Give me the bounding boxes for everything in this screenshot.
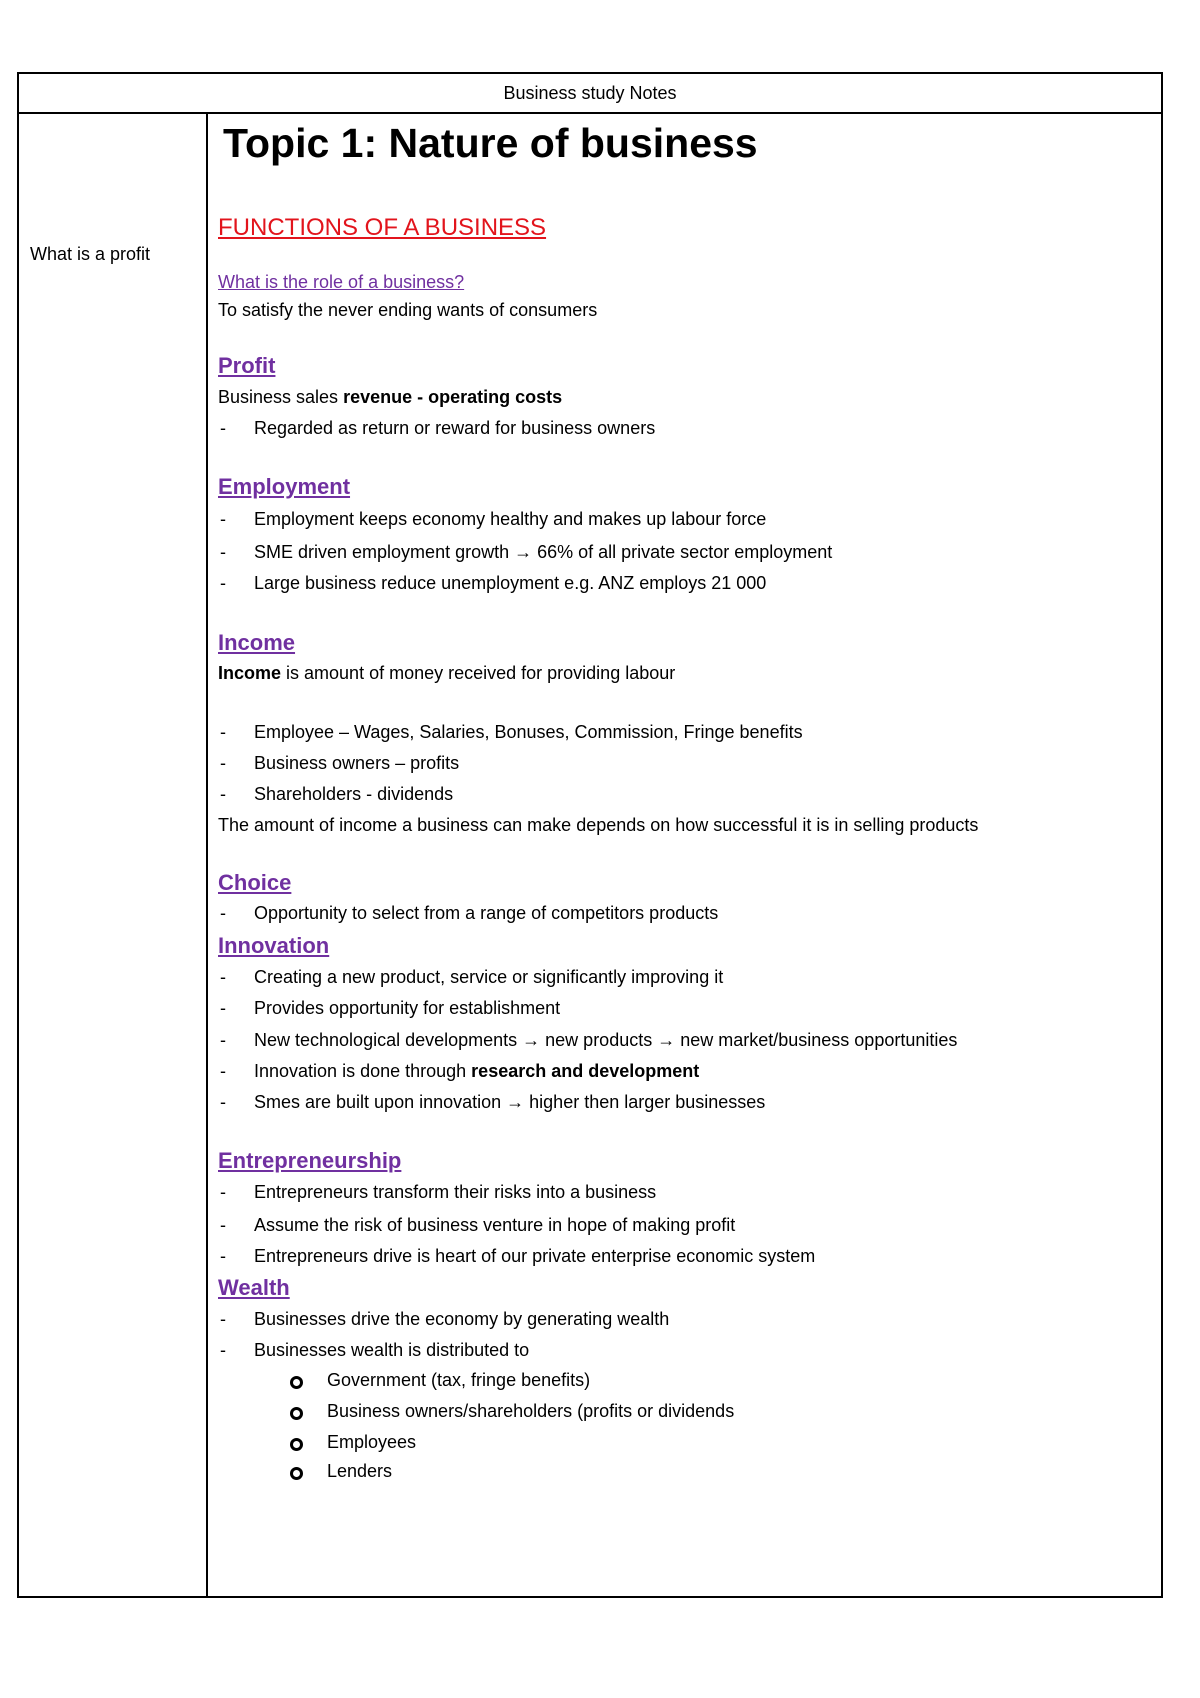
list-item: - Assume the risk of business venture in hope of making profit (218, 1215, 735, 1236)
circle-bullet-icon (290, 1407, 303, 1420)
list-item: - Business owners – profits (218, 753, 459, 774)
circle-bullet-icon (290, 1467, 303, 1480)
list-item: - New technological developments → new products → new market/business opportunities (218, 1030, 957, 1051)
page-header: Business study Notes (19, 74, 1161, 114)
section-heading-wealth: Wealth (218, 1275, 290, 1300)
list-item: - Smes are built upon innovation → higher then larger businesses (218, 1092, 765, 1113)
list-item: - Shareholders - dividends (218, 784, 453, 805)
list-item: - SME driven employment growth → 66% of all private sector employment (218, 542, 832, 563)
list-item: - Employee – Wages, Salaries, Bonuses, Commission, Fringe benefits (218, 722, 803, 743)
list-item: - Entrepreneurs transform their risks into a business (218, 1182, 656, 1203)
circle-bullet-icon (290, 1438, 303, 1451)
section-heading-profit: Profit (218, 353, 276, 378)
sub-list-item: Government (tax, fringe benefits) (218, 1370, 590, 1391)
role-answer: To satisfy the never ending wants of consumers (218, 300, 598, 320)
margin-note: What is a profit (30, 244, 151, 264)
sub-list-item: Business owners/shareholders (profits or dividends (218, 1401, 734, 1422)
profit-definition: Business sales revenue - operating costs (218, 387, 563, 407)
circle-bullet-icon (290, 1376, 303, 1389)
section-heading-innovation: Innovation (218, 933, 330, 958)
list-item: - Large business reduce unemployment e.g. ANZ employs 21 000 (218, 573, 766, 594)
section-heading-employment: Employment (218, 474, 351, 499)
income-definition: Income is amount of money received for providing labour (218, 663, 676, 683)
list-item: - Businesses wealth is distributed to (218, 1340, 529, 1361)
section-heading-entrepreneurship: Entrepreneurship (218, 1148, 402, 1173)
sub-list-item: Employees (218, 1432, 416, 1453)
list-item: - Employment keeps economy healthy and makes up labour force (218, 509, 766, 530)
list-item: - Provides opportunity for establishment (218, 998, 560, 1019)
list-item: - Regarded as return or reward for business owners (218, 418, 655, 439)
income-closing: The amount of income a business can make depends on how successful it is in selling products (218, 815, 979, 835)
role-question: What is the role of a business? (218, 272, 465, 292)
list-item: - Entrepreneurs drive is heart of our private enterprise economic system (218, 1246, 815, 1267)
column-divider (206, 112, 208, 1596)
section-heading-income: Income (218, 630, 296, 655)
list-item: - Creating a new product, service or significantly improving it (218, 967, 723, 988)
list-item: - Innovation is done through research and development (218, 1061, 699, 1082)
topic-title: Topic 1: Nature of business (223, 120, 758, 166)
section-heading-choice: Choice (218, 870, 292, 895)
functions-heading: FUNCTIONS OF A BUSINESS (218, 214, 547, 241)
list-item: - Businesses drive the economy by generating wealth (218, 1309, 669, 1330)
notes-table (17, 72, 1163, 1598)
sub-list-item: Lenders (218, 1461, 392, 1482)
list-item: - Opportunity to select from a range of competitors products (218, 903, 718, 924)
